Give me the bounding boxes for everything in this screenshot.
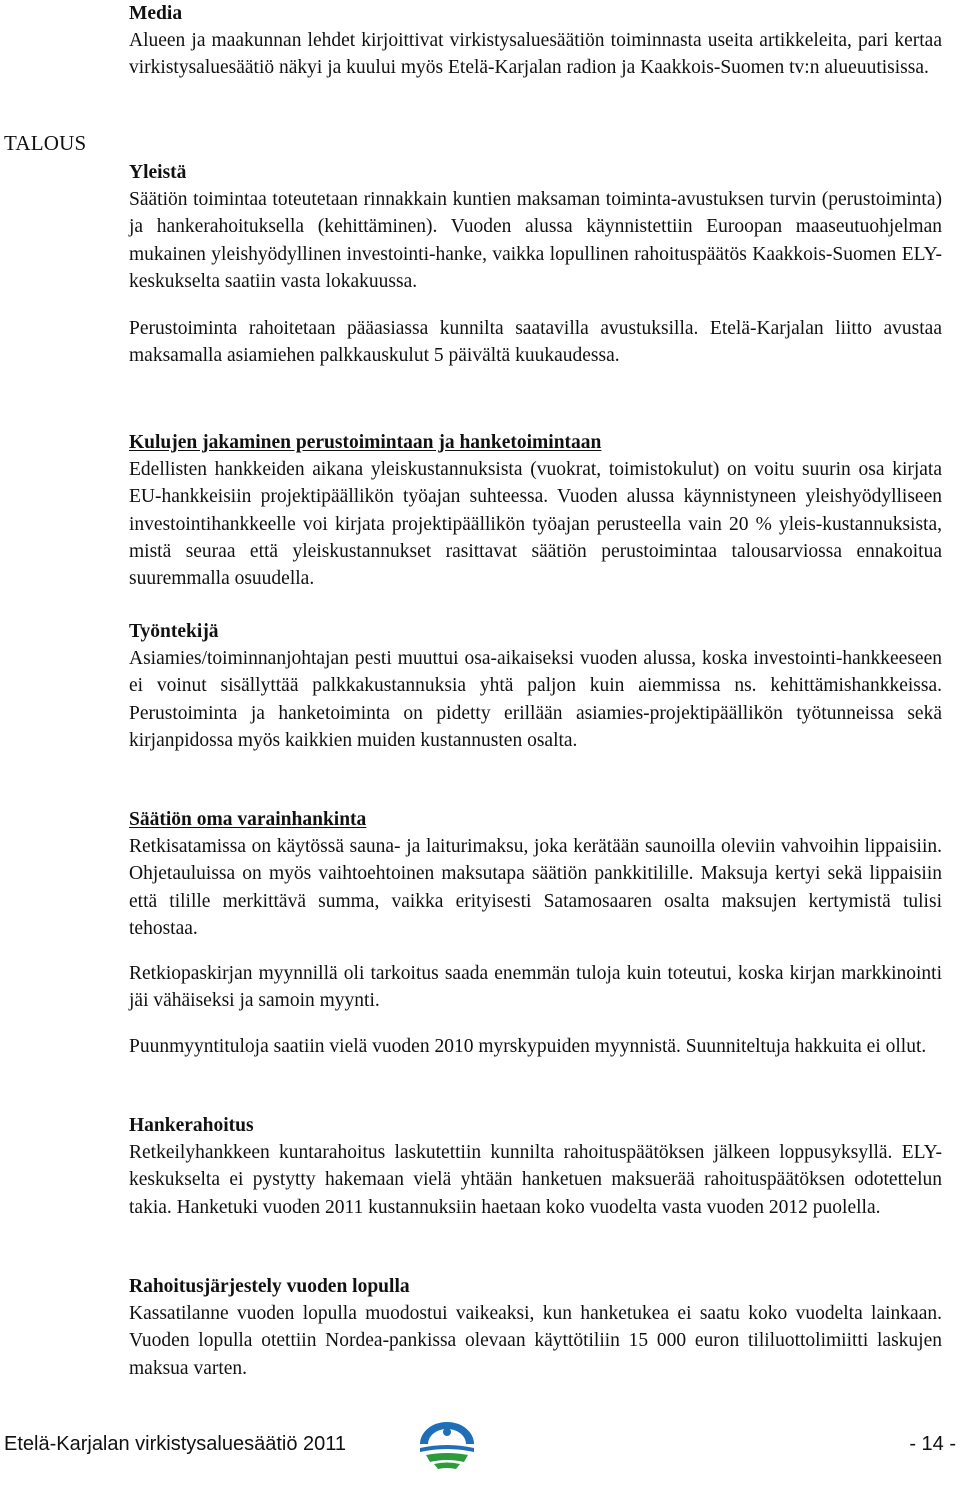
page-footer bbox=[0, 1433, 960, 1473]
paragraph: Puunmyyntituloja saatiin vielä vuoden 2010 myrskypuiden myynnistä. Suunniteltuja hakkuita ei ollut. bbox=[129, 1035, 927, 1057]
paragraph: Retkiopaskirjan myynnillä oli tarkoitus saada enemmän tuloja kuin toteutui, koska kirjan markkinointi jäi vähäiseksi ja samoin myynti. bbox=[129, 963, 942, 1012]
section-heading: Rahoitusjärjestely vuoden lopulla bbox=[129, 1276, 410, 1297]
footer-organization: Etelä-Karjalan virkistysaluesäätiö 2011 bbox=[4, 1433, 347, 1455]
page-number: - 14 - bbox=[909, 1433, 956, 1455]
section-varainhankinta bbox=[129, 806, 942, 1060]
section-media bbox=[129, 0, 942, 82]
section-yleista bbox=[129, 159, 942, 370]
side-label-talous: TALOUS bbox=[4, 131, 87, 155]
paragraph: Asiamies/toiminnanjohtajan pesti muuttui osa-aikaiseksi vuoden alussa, koska investointi-hankkeeseen ei voinut sisällyttää palkkakustannuksia yhtä paljon kuin aiemmissa ns. kehittämishankkeissa. Perustoiminta ja hanketoiminta on pidetty erillään asiamies-projektipäällikön työtunneissa sekä kirjanpidossa myös kaikkien muiden kustannusten osalta. bbox=[129, 648, 942, 751]
foundation-logo-icon bbox=[414, 1422, 480, 1470]
paragraph: Retkeilyhankkeen kuntarahoitus laskutettiin kunnilta rahoituspäätöksen jälkeen loppusyksyllä. ELY-keskukselta ei pystytty hakemaan vielä yhtään hanketuen maksuerää rahoituspäätöksen odotettelun takia. Hanketuki vuoden 2011 kustannuksiin haetaan koko vuodelta vasta vuoden 2012 puolella. bbox=[129, 1142, 942, 1218]
section-kulujen bbox=[129, 429, 942, 592]
section-tyontekija bbox=[129, 618, 942, 754]
section-heading: Säätiön oma varainhankinta bbox=[129, 809, 367, 830]
section-heading: Hankerahoitus bbox=[129, 1115, 254, 1136]
section-heading: Media bbox=[129, 3, 183, 24]
paragraph: Retkisatamissa on käytössä sauna- ja laiturimaksu, joka kerätään saunoilla oleviin vahvoihin lippaisiin. Ohjetauluissa on myös vaihtoehtoinen maksutapa säätiön pankkitilille. Maksuja kertyi sekä lippaisiin että tilille merkittävä summa, vaikka erityisesti Satamosaaren osalta maksujen kertymistä tulisi tehostaa. bbox=[129, 836, 942, 939]
section-hankerahoitus bbox=[129, 1112, 942, 1221]
section-heading: Työntekijä bbox=[129, 621, 219, 642]
paragraph: Säätiön toimintaa toteutetaan rinnakkain kuntien maksaman toiminta-avustuksen turvin (perustoiminta) ja hankerahoituksella (kehittäminen). Vuoden alussa käynnistettiin Euroopan maaseutuohjelman mukainen yleishyödyllinen investointi-hanke, vaikka lopullinen rahoituspäätös Kaakkois-Suomen ELY-keskukselta saatiin vasta lokakuussa. bbox=[129, 189, 942, 292]
section-heading: Yleistä bbox=[129, 162, 187, 183]
paragraph: Perustoiminta rahoitetaan pääasiassa kunnilta saatavilla avustuksilla. Etelä-Karjalan liitto avustaa maksamalla asiamiehen palkkauskulut 5 päivältä kuukaudessa. bbox=[129, 318, 942, 367]
section-rahoitusjarjestely bbox=[129, 1273, 942, 1382]
section-heading: Kulujen jakaminen perustoimintaan ja hanketoimintaan bbox=[129, 432, 602, 453]
paragraph: Kassatilanne vuoden lopulla muodostui vaikeaksi, kun hanketukea ei saatu koko vuodelta lainkaan. Vuoden lopulla otettiin Nordea-pankissa olevaan käyttötiliin 15 000 euron tililuottolimiitti laskujen maksua varten. bbox=[129, 1303, 942, 1379]
paragraph: Alueen ja maakunnan lehdet kirjoittivat virkistysaluesäätiön toiminnasta useita artikkeleita, pari kertaa virkistysaluesäätiö näkyi ja kuului myös Etelä-Karjalan radion ja Kaakkois-Suomen tv:n alueuutisissa. bbox=[129, 30, 942, 79]
paragraph: Edellisten hankkeiden aikana yleiskustannuksista (vuokrat, toimistokulut) on voitu suurin osa kirjata EU-hankkeisiin projektipäällikön työajan suhteessa. Vuoden alussa käynnistyneen yleishyödylliseen investointihankkeelle voi kirjata projektipäällikön työajan perusteella vain 20 % yleis-kustannuksista, mistä seuraa että yleiskustannukset rasittavat säätiön perustoimintaa talousarviossa ennakoitua suuremmalla osuudella. bbox=[129, 459, 942, 590]
